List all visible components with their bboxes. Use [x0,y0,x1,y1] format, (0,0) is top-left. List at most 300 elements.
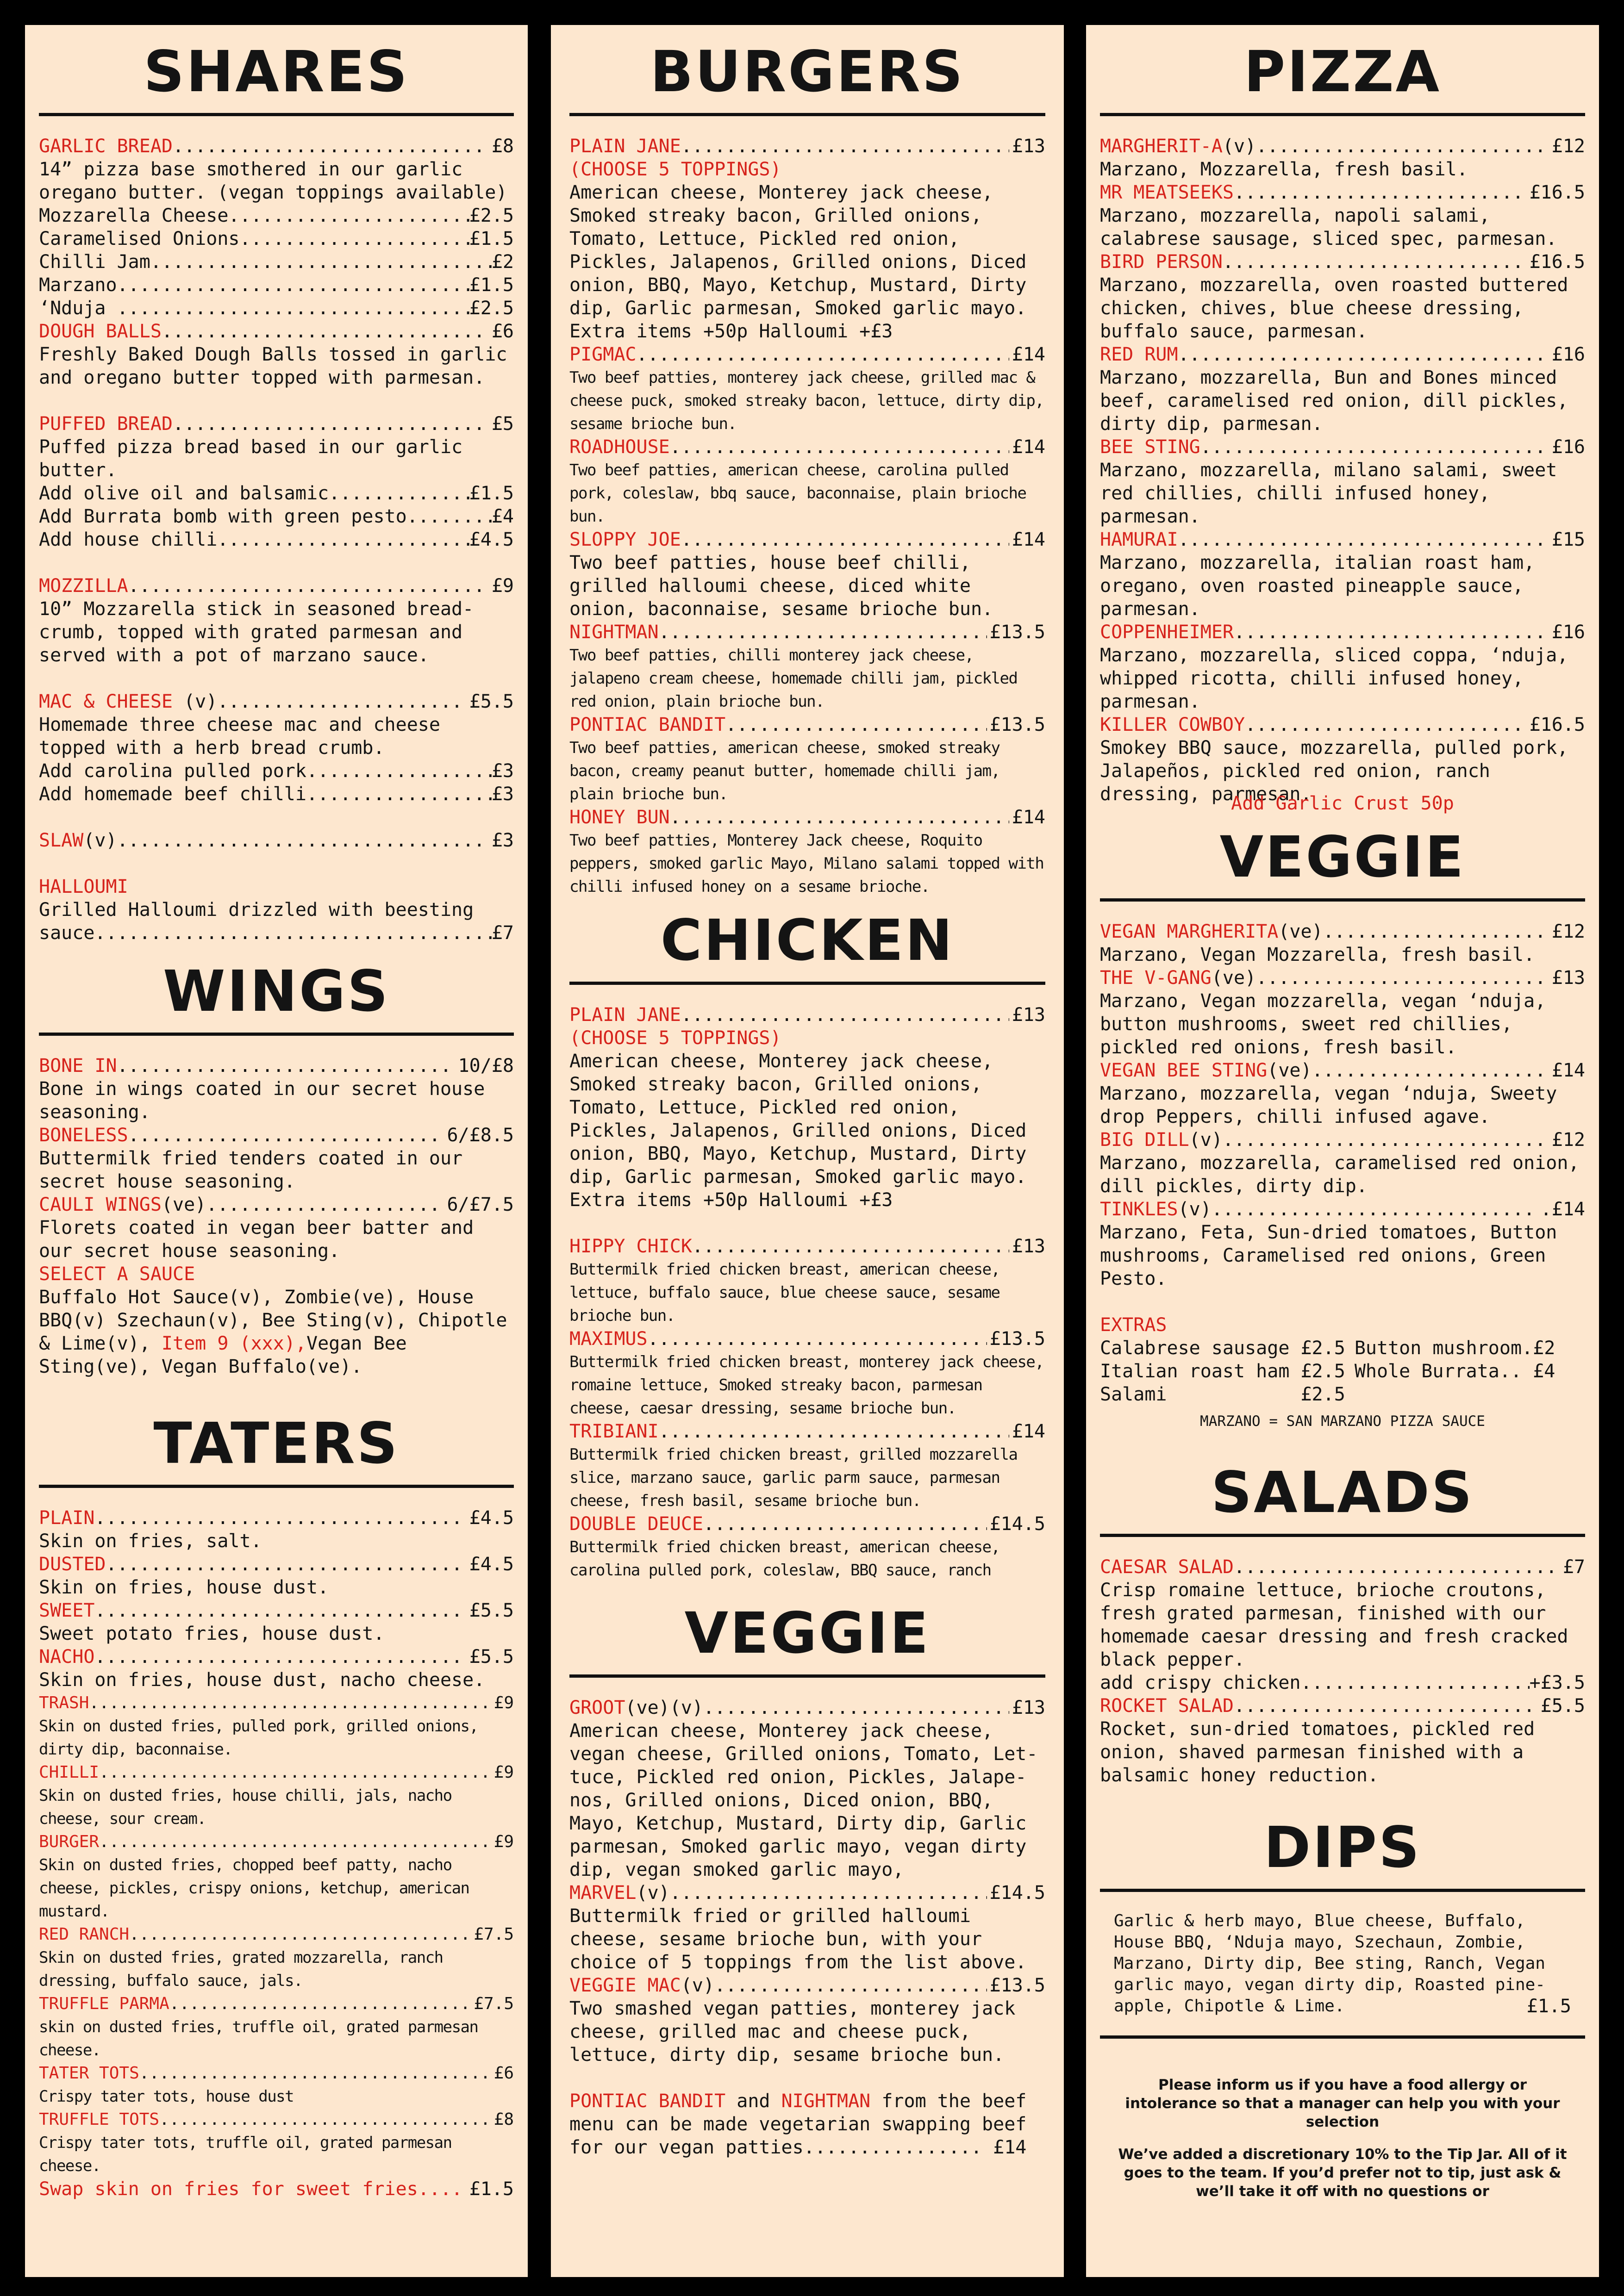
menu-item-vegan-margherita [1100,920,1585,966]
dips-price: £1.5 [1526,1996,1571,2017]
item-price: £13 [1551,967,1585,989]
item-name: VEGGIE MAC [569,1975,681,1996]
menu-item-sweet [39,1599,514,1645]
addon-label: Add olive oil and balsamic [39,483,329,504]
addon-row [39,274,514,297]
sauce-text: Vegan Bee Sting(ve), Vegan Buffalo(ve). [39,1333,407,1377]
item-name: PLAIN JANE [569,1004,681,1026]
item-name: HIPPY CHICK [569,1236,692,1257]
item-name: TRUFFLE TOTS [39,2110,160,2129]
section-title-veggie-pizza: VEGGIE [1219,824,1466,890]
item-description: Marzano, mozzarella, Bun and Bones minced beef, caramelised red onion, dill pickles, dirty dip, parmesan. [1100,367,1568,435]
item-price: £13 [1012,1004,1045,1026]
menu-item-plain-jane-chicken [569,1003,1045,1212]
addon-label: Add Burrata bomb with green pesto [39,506,407,527]
item-description: Marzano, mozzarella, caramelised red onion, dill pickles, dirty dip. [1100,1152,1580,1197]
item-tag: (v) [1178,1199,1212,1220]
item-price: £12 [1551,1129,1585,1151]
item-price: £13.5 [989,714,1045,735]
addon-price: £3 [491,760,514,782]
note-highlight: PONTIAC BANDIT [569,2091,726,2112]
menu-item-burger [39,1830,514,1923]
menu-item-mac-cheese [39,690,514,806]
menu-item-dough-balls [39,320,514,389]
menu-item-halloumi [39,875,514,945]
divider [569,1674,1045,1678]
burgers-list [569,343,1045,898]
item-description: Marzano, mozzarella, vegan ‘nduja, Sweety drop Peppers, chilli infused agave. [1100,1083,1557,1127]
item-description: Buttermilk fried chicken breast, american cheese, lettuce, buffalo sauce, blue cheese sauce, sesame brioche bun. [569,1260,1000,1325]
menu-item-sloppy-joe [569,528,1045,621]
menu-item-hippy-chick [569,1235,1045,1327]
menu-item-groot [569,1696,1045,1881]
veggie-list [569,1696,1045,2066]
addon-price: £3 [491,784,514,805]
addon-row [1100,1671,1585,1694]
item-description: skin on dusted fries, truffle oil, grated parmesan cheese. [39,2018,478,2060]
menu-item-red-ranch [39,1923,514,1992]
item-description: Two smashed vegan patties, monterey jack cheese, grilled mac and cheese puck, lettuce, dirty dip, sesame brioche bun. [569,1998,1016,2066]
menu-item-mozzilla [39,574,514,667]
addon-row [39,482,514,505]
choose-toppings: (CHOOSE 5 TOPPINGS) [569,159,781,180]
item-name: DUSTED [39,1554,106,1575]
item-name: RED RUM [1100,344,1178,365]
item-price: £12 [1551,921,1585,942]
item-price: .£14 [1540,1199,1585,1220]
item-price: £14 [1012,807,1045,828]
item-price: £14.5 [989,1882,1045,1904]
item-description: Marzano, mozzarella, napoli salami, calabrese sausage, sliced spec, parmesan. [1100,205,1557,249]
item-price: 6/£7.5 [447,1194,514,1215]
swap-label: Swap skin on fries for sweet fries [39,2178,418,2200]
divider [39,1485,514,1488]
marzano-note: MARZANO = SAN MARZANO PIZZA SAUCE [1200,1413,1485,1430]
menu-item-mr-meatseeks [1100,181,1585,250]
extras-row [1100,1360,1585,1383]
menu-item-trash [39,1692,514,1761]
note-text: and [725,2091,781,2112]
addon-row [39,759,514,783]
item-description-cont: sauce [39,922,95,944]
item-description: Marzano, Feta, Sun-dried tomatoes, Button mushrooms, Caramelised red onions, Green Pesto. [1100,1222,1557,1289]
item-description: Smokey BBQ sauce, mozzarella, pulled pork, Jalapeños, pickled red onion, ranch dressing, parmesan. [1100,737,1568,805]
sauce-selection [39,1263,514,1378]
item-description: Bone in wings coated in our secret house seasoning. [39,1078,485,1123]
addon-label: Caramelised Onions [39,228,240,249]
divider [1100,1889,1585,1892]
item-description: Skin on fries, house dust. [39,1577,329,1598]
menu-item-tribiani [569,1420,1045,1512]
item-price: £14 [1551,1060,1585,1081]
item-price: £5.5 [1540,1695,1585,1717]
menu-item-vegan-bee-sting [1100,1059,1585,1128]
addon-row [39,783,514,806]
item-price: £13 [1012,1236,1045,1257]
item-description: Marzano, Vegan Mozzarella, fresh basil. [1100,944,1535,965]
section-title-pizza: PIZZA [1243,39,1442,105]
divider [1100,113,1585,116]
addon-price: £1.5 [469,274,514,296]
menu-item-marvel [569,1881,1045,1974]
item-description: American cheese, Monterey jack cheese, Smoked streaky bacon, Grilled onions, Tomato, Lettuce, Pickled red onion, Pickles, Jalapenos, Grilled onions, Diced onion, BBQ, Mayo, Ketchup, Mustard, Dirty dip, Garlic parmesan, Smoked garlic mayo. [569,182,1027,319]
item-price: £14 [1012,1421,1045,1442]
extras-block [1100,1313,1585,1432]
item-price: £7 [491,922,514,944]
addon-row [39,528,514,551]
item-description: Skin on dusted fries, pulled pork, grilled onions, dirty dip, baconnaise. [39,1717,478,1759]
menu-item-the-v-gang [1100,966,1585,1059]
menu-item-tinkles [1100,1198,1585,1290]
addon-row [39,505,514,528]
item-name: DOUBLE DEUCE [569,1513,703,1535]
divider [569,982,1045,985]
item-name: TATER TOTS [39,2064,139,2083]
sauce-list [39,1286,514,1378]
item-tag: (ve) [1278,921,1323,942]
item-price: £16 [1551,344,1585,365]
item-description: Rocket, sun-dried tomatoes, pickled red onion, shaved parmesan finished with a balsamic honey reduction. [1100,1718,1535,1786]
extra-item: Salami £2.5 [1100,1384,1345,1405]
tip-notice: We’ve added a discretionary 10% to the Tip Jar. All of it goes to the team. If you’d prefer not to tip, just ask & we’ll take it off with no questions or [1118,2146,1567,2200]
item-description: Skin on fries, salt. [39,1531,262,1552]
section-title-burgers: BURGERS [650,39,965,105]
item-description: Two beef patties, Monterey Jack cheese, Roquito peppers, smoked garlic Mayo, Milano salami topped with chilli infused honey on a sesame brioche. [569,831,1044,896]
item-price: £9 [493,1832,514,1851]
divider [39,113,514,116]
item-name: TINKLES [1100,1199,1178,1220]
item-description: Homemade three cheese mac and cheese topped with a herb bread crumb. [39,714,440,759]
item-description: Two beef patties, american cheese, smoked streaky bacon, creamy peanut butter, homemade chilli jam, plain brioche bun. [569,739,1000,803]
item-price: 6/£8.5 [447,1125,514,1146]
item-name: MOZZILLA [39,575,128,597]
item-tag: (ve) [1267,1060,1312,1081]
sauce-title: SELECT A SAUCE [39,1263,195,1285]
item-name: TRIBIANI [569,1421,659,1442]
menu-item-roadhouse [569,436,1045,528]
menu-item-big-dill [1100,1128,1585,1198]
item-price: £9 [493,1763,514,1782]
item-name: MAXIMUS [569,1328,648,1350]
item-tag: (ve) [1211,967,1256,989]
section-title-shares: SHARES [144,39,409,105]
section-title-taters: TATERS [153,1411,400,1476]
item-tag: (v) [681,1975,715,1996]
pizza-list [1100,135,1585,806]
item-name: CAULI WINGS [39,1194,162,1215]
item-name: PLAIN JANE [569,136,681,157]
item-name: BIG DILL [1100,1129,1189,1151]
item-description: Buttermilk fried chicken breast, grilled mozzarella slice, marzano sauce, garlic parm sauce, parmesan cheese, fresh basil, sesame brioche bun. [569,1445,1018,1510]
garlic-crust-note: Add Garlic Crust 50p [1231,793,1454,814]
item-price: £7.5 [474,1925,514,1944]
item-name: BIRD PERSON [1100,251,1223,273]
item-name: THE V-GANG [1100,967,1212,989]
item-price: £9 [491,575,514,597]
sauce-text: Buffalo Hot Sauce(v), Zombie(ve), House BBQ(v) Szechaun(v), Bee Sting(v), Chipotle & Lime(v), [39,1287,507,1354]
menu-item-hamurai [1100,528,1585,621]
section-title-salads: SALADS [1211,1460,1474,1525]
item-price: £14 [1012,436,1045,458]
item-name: PUFFED BREAD [39,413,173,435]
veggie-pizza-list [1100,920,1585,1290]
item-name: PIGMAC [569,344,637,365]
note-highlight: NIGHTMAN [781,2091,871,2112]
menu-item-bird-person [1100,250,1585,343]
item-name: ROCKET SALAD [1100,1695,1234,1717]
addon-price: £2.5 [469,298,514,319]
addon-label: add crispy chicken [1100,1672,1301,1693]
menu-item-boneless [39,1124,514,1193]
menu-item-maximus [569,1327,1045,1420]
item-name: PLAIN [39,1507,95,1529]
item-description: Marzano, Mozzarella, fresh basil. [1100,159,1468,180]
menu-item-nightman [569,621,1045,713]
menu-item-bee-sting [1100,436,1585,528]
swap-fries-row [39,2178,514,2201]
extra-item: Whole Burrata.. £4 [1354,1361,1555,1382]
menu-item-margherit-a [1100,135,1585,181]
item-price: £6 [491,321,514,342]
menu-item-tater-tots [39,2062,514,2108]
item-price: £5.5 [469,691,514,712]
left-menu-panel [25,25,528,2277]
item-price: £13.5 [989,1975,1045,1996]
note-text: from the beef menu can be made vegetarian swapping beef for our vegan patties [569,2091,1027,2158]
allergy-notice: Please inform us if you have a food allergy or intolerance so that a manager can help you with your selection [1125,2077,1560,2130]
item-price: £7.5 [474,1994,514,2013]
section-title-chicken: CHICKEN [660,908,955,973]
menu-item-caesar-salad [1100,1556,1585,1694]
menu-item-dusted [39,1553,514,1599]
item-price: £14 [1012,344,1045,365]
item-description: Two beef patties, house beef chilli, grilled halloumi cheese, diced white onion, baconnaise, sesame brioche bun. [569,552,993,620]
menu-item-coppenheimer [1100,621,1585,713]
item-name: HONEY BUN [569,807,670,828]
dips-block [1100,1910,1585,2017]
item-name: NACHO [39,1646,95,1668]
extras-row [1100,1337,1585,1360]
middle-menu-panel [551,25,1064,2277]
item-name: NIGHTMAN [569,622,659,643]
item-price: £13.5 [989,622,1045,643]
item-name: GARLIC BREAD [39,136,173,157]
menu-item-plain [39,1506,514,1553]
divider [39,1033,514,1036]
extra-item: Italian roast ham £2.5 [1100,1361,1345,1382]
menu-item-pontiac-bandit [569,713,1045,806]
item-tag: (v) [172,691,218,712]
addon-row [39,204,514,227]
item-tag: (v) [636,1882,670,1904]
item-name: TRUFFLE PARMA [39,1994,169,2013]
item-description: Marzano, mozzarella, italian roast ham, oregano, oven roasted pineapple sauce, parmesan. [1100,552,1535,620]
vegetarian-swap-note: PONTIAC BANDIT and NIGHTMAN from the beef menu can be made vegetarian swapping beef for our vegan patties................ £14 [569,2091,1027,2158]
item-price: £4.5 [469,1507,514,1529]
menu-item-garlic-bread [39,135,514,320]
addon-price: £4 [491,506,514,527]
item-description: Crisp romaine lettuce, brioche croutons, fresh grated parmesan, finished with our homemade caesar dressing and fresh cracked black pepper. [1100,1580,1568,1670]
item-name: SWEET [39,1600,95,1621]
item-name: HALLOUMI [39,876,128,897]
item-tag: (v) [83,830,117,851]
item-name: SLAW [39,830,84,851]
section-title-wings: WINGS [162,958,390,1024]
item-tag: (v) [1189,1129,1223,1151]
item-name: CHILLI [39,1763,100,1782]
addon-price: £2 [491,251,514,273]
item-name: COPPENHEIMER [1100,622,1234,643]
item-name: TRASH [39,1693,89,1712]
addon-row [39,227,514,250]
item-description: Grilled Halloumi drizzled with beesting [39,899,474,921]
item-description: Crispy tater tots, truffle oil, grated parmesan cheese. [39,2134,452,2175]
extra-item: Calabrese sausage £2.5 [1100,1338,1345,1359]
item-price: £15 [1551,529,1585,550]
item-description: 10” Mozzarella stick in seasoned bread-crumb, topped with grated parmesan and served with a pot of marzano sauce. [39,598,474,666]
item-name: BONELESS [39,1125,128,1146]
extras-list [1100,1337,1585,1406]
addon-label: Add carolina pulled pork [39,760,306,782]
item-price: £5.5 [469,1600,514,1621]
item-price: £16.5 [1529,182,1585,203]
item-description: Marzano, mozzarella, oven roasted buttered chicken, chives, blue cheese dressing, buffalo sauce, parmesan. [1100,274,1568,342]
menu-item-veggie-mac [569,1974,1045,2066]
item-price: £12 [1551,136,1585,157]
item-name: ROADHOUSE [569,436,670,458]
divider [1100,2035,1585,2039]
item-name: BONE IN [39,1055,117,1076]
taters-list [39,1506,514,2178]
section-title-dips: DIPS [1264,1815,1421,1880]
menu-item-chilli [39,1761,514,1830]
item-price: £16 [1551,436,1585,458]
item-tag: (v) [1222,136,1256,157]
item-name: VEGAN BEE STING [1100,1060,1268,1081]
item-name: VEGAN MARGHERITA [1100,921,1279,942]
item-description: Skin on dusted fries, chopped beef patty, nacho cheese, pickles, crispy onions, ketchup, american mustard. [39,1856,469,1921]
item-name: PONTIAC BANDIT [569,714,726,735]
item-price: £14 [1012,529,1045,550]
item-description: Marzano, Vegan mozzarella, vegan ‘nduja, button mushrooms, sweet red chillies, pickled red onions, fresh basil. [1100,990,1546,1058]
item-tag: (ve) [161,1194,206,1215]
item-description: Buttermilk fried chicken breast, monterey jack cheese, romaine lettuce, Smoked streaky bacon, parmesan cheese, caesar dressing, sesame brioche bun. [569,1353,1044,1418]
item-description: Skin on fries, house dust, nacho cheese. [39,1669,485,1691]
item-price: 10/£8 [458,1055,514,1076]
dips-list: Garlic & herb mayo, Blue cheese, Buffalo, House BBQ, ‘Nduja mayo, Szechaun, Zombie, Marzano, Dirty dip, Bee sting, Ranch, Vegan garlic mayo, vegan dirty dip, Roasted pine-apple, Chipotle & Lime. [1114,1911,1545,2016]
note-price: £14 [993,2137,1027,2158]
item-description: Buttermilk fried or grilled halloumi cheese, sesame brioche bun, with your choice of 5 toppings from the list above. [569,1905,1027,1973]
addon-label: Marzano [39,274,117,296]
divider [1100,1534,1585,1537]
item-name: MARGHERIT-A [1100,136,1223,157]
menu-item-plain-jane-burger [569,135,1045,343]
item-description: Marzano, mozzarella, milano salami, sweet red chillies, chilli infused honey, parmesan. [1100,460,1557,527]
item-price: £14.5 [989,1513,1045,1535]
item-description: American cheese, Monterey jack cheese, Smoked streaky bacon, Grilled onions, Tomato, Lettuce, Pickled red onion, Pickles, Jalapenos, Grilled onions, Diced onion, BBQ, Mayo, Ketchup, Mustard, Dirty dip, Garlic parmesan, Smoked garlic mayo. [569,1051,1027,1188]
item-description: Two beef patties, monterey jack cheese, grilled mac & cheese puck, smoked streaky bacon, lettuce, dirty dip, sesame brioche bun. [569,368,1044,433]
right-menu-panel [1086,25,1599,2277]
addon-label: Add house chilli [39,529,218,550]
item-price: £5.5 [469,1646,514,1668]
sauce-text-highlight: Item 9 (xxx), [161,1333,306,1354]
addon-label: Add homemade beef chilli [39,784,306,805]
addon-price: +£3.5 [1529,1672,1585,1693]
menu-item-double-deuce [569,1512,1045,1582]
item-price: £13 [1012,1697,1045,1718]
divider [569,113,1045,116]
addon-price: £1.5 [469,483,514,504]
item-description: American cheese, Monterey jack cheese, vegan cheese, Grilled onions, Tomato, Let-tuce, Pickled red onion, Pickles, Jalape-nos, Grilled onions, Diced onion, BBQ, Mayo, Ketchup, Mustard, Dirty dip, Garlic parmesan, Smoked garlic mayo, vegan dirty dip, vegan smoked garlic mayo, [569,1720,1038,1880]
addon-price: £4.5 [469,529,514,550]
item-name: GROOT [569,1697,625,1718]
item-description: Two beef patties, american cheese, carolina pulled pork, coleslaw, bbq sauce, baconnaise, plain brioche bun. [569,461,1026,526]
menu-item-bone-in [39,1054,514,1124]
item-description: Skin on dusted fries, house chilli, jals, nacho cheese, sour cream. [39,1786,452,1828]
item-name: MR MEATSEEKS [1100,182,1234,203]
item-tag: (ve)(v) [625,1697,703,1718]
item-price: £16.5 [1529,714,1585,735]
addon-price: £2.5 [469,205,514,226]
chicken-list [569,1235,1045,1582]
extra-item: Button mushroom.£2 [1354,1338,1555,1359]
item-price: £13.5 [989,1328,1045,1350]
item-description: Puffed pizza bread based in our garlic butter. [39,436,463,481]
addon-label: ‘Nduja [39,298,117,319]
item-name: BEE STING [1100,436,1200,458]
menu-item-rocket-salad [1100,1694,1585,1787]
item-price: £16.5 [1529,251,1585,273]
item-description: Florets coated in vegan beer batter and our secret house seasoning. [39,1217,474,1262]
item-price: £3 [491,830,514,851]
addon-row [39,250,514,274]
choose-toppings: (CHOOSE 5 TOPPINGS) [569,1027,781,1049]
section-title-veggie: VEGGIE [684,1600,931,1666]
extras-note: Extra items +50p Halloumi +£3 [569,1189,893,1211]
item-price: £6 [493,2064,514,2083]
extras-title: EXTRAS [1100,1314,1167,1336]
item-name: SLOPPY JOE [569,529,681,550]
item-description: Skin on dusted fries, grated mozzarella, ranch dressing, buffalo sauce, jals. [39,1948,443,1990]
item-name: DOUGH BALLS [39,321,162,342]
item-description: Buttermilk fried chicken breast, american cheese, carolina pulled pork, coleslaw, BBQ sauce, ranch [569,1538,1000,1580]
wings-list [39,1054,514,1263]
item-price: £8 [493,2110,514,2129]
addon-label: Chilli Jam [39,251,150,273]
item-description: Marzano, mozzarella, sliced coppa, ‘nduja, whipped ricotta, chilli infused honey, parmesan. [1100,645,1568,712]
menu-item-slaw [39,829,514,852]
menu-item-cauli-wings [39,1193,514,1263]
item-description: Crispy tater tots, house dust [39,2087,294,2106]
item-name: BURGER [39,1832,100,1851]
item-price: £9 [493,1693,514,1712]
item-description: Buttermilk fried tenders coated in our secret house seasoning. [39,1148,463,1192]
item-description: Sweet potato fries, house dust. [39,1623,385,1644]
menu-item-pigmac [569,343,1045,436]
swap-price: £1.5 [469,2178,514,2200]
divider [1100,898,1585,902]
menu-item-truffle-parma [39,1992,514,2062]
addon-price: £1.5 [469,228,514,249]
menu-item-puffed-bread [39,412,514,551]
addon-label: Mozzarella Cheese [39,205,229,226]
item-price: £4.5 [469,1554,514,1575]
item-description: Two beef patties, chilli monterey jack cheese, jalapeno cream cheese, homemade chilli jam, pickled red onion, plain brioche bun. [569,646,1018,711]
extras-row [1100,1383,1585,1406]
menu-item-red-rum [1100,343,1585,436]
item-name: KILLER COWBOY [1100,714,1245,735]
item-name: HAMURAI [1100,529,1178,550]
